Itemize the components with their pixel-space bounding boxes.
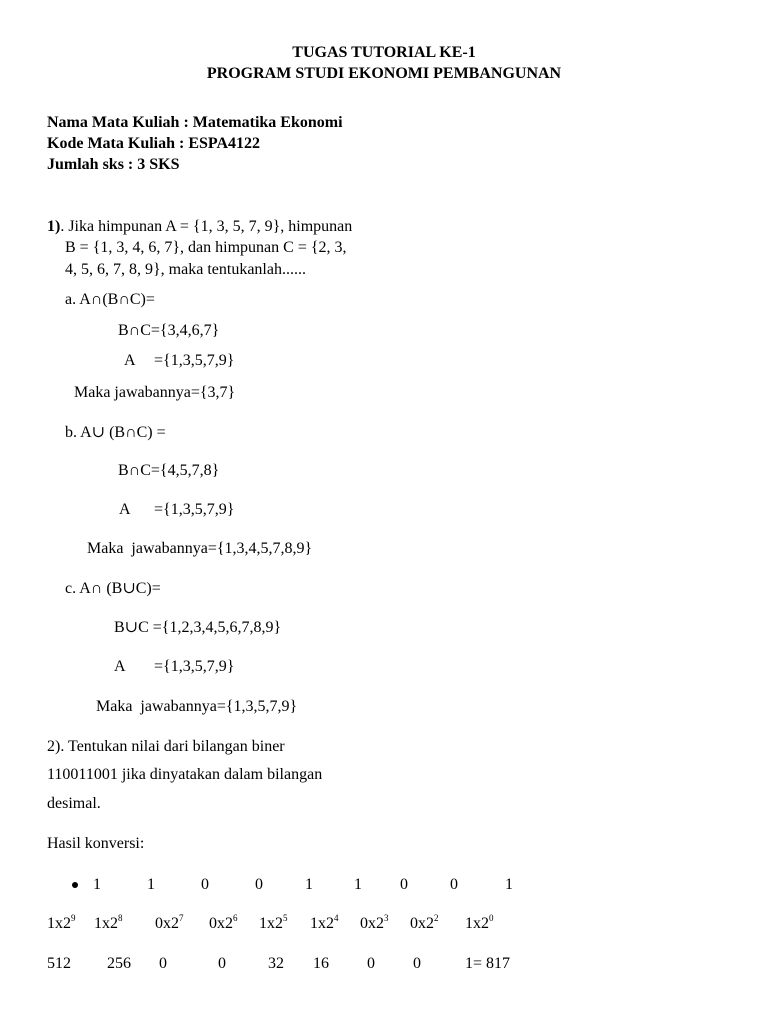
q1c-step-2-value: ={1,3,5,7,9} bbox=[154, 658, 235, 675]
binary-digit: 1 bbox=[354, 876, 362, 893]
decimal-value: 16 bbox=[313, 955, 329, 972]
decimal-value: 0 bbox=[218, 955, 226, 972]
power-term: $1x2^9$ bbox=[47, 913, 76, 932]
question-1-number: 1) bbox=[47, 218, 61, 235]
result-label: Hasil konversi: bbox=[47, 835, 145, 852]
q1a-step-2-value: ={1,3,5,7,9} bbox=[154, 352, 235, 369]
binary-digit: 0 bbox=[255, 876, 263, 893]
binary-digit: 1 bbox=[147, 876, 155, 893]
q1c-step-1: B∪C ={1,2,3,4,5,6,7,8,9} bbox=[114, 619, 282, 636]
decimal-value: 32 bbox=[268, 955, 284, 972]
q1a-step-2-label: A bbox=[124, 352, 136, 369]
power-term: $1x2^4$ bbox=[310, 913, 339, 932]
q1b-label: b. A∪ (B∩C) = bbox=[65, 424, 166, 441]
power-term: $0x2^2$ bbox=[410, 913, 439, 932]
q1b-step-1: B∩C={4,5,7,8} bbox=[118, 462, 220, 479]
decimal-value: 0 bbox=[367, 955, 375, 972]
question-1-line-2: B = {1, 3, 4, 6, 7}, dan himpunan C = {2, 3, bbox=[65, 239, 347, 256]
question-1-line-1: 1). Jika himpunan A = {1, 3, 5, 7, 9}, himpunan bbox=[47, 218, 353, 235]
q1c-step-2-label: A bbox=[114, 658, 126, 675]
binary-digit: 0 bbox=[201, 876, 209, 893]
q1a-answer: Maka jawabannya={3,7} bbox=[74, 384, 236, 401]
document-title: TUGAS TUTORIAL KE-1 bbox=[292, 44, 476, 61]
question-2-line-1: 2). Tentukan nilai dari bilangan biner bbox=[47, 738, 285, 755]
q1a-label: a. A∩(B∩C)= bbox=[65, 291, 155, 308]
binary-digit: 0 bbox=[400, 876, 408, 893]
power-term: $1x2^5$ bbox=[259, 913, 288, 932]
power-term: $0x2^3$ bbox=[360, 913, 389, 932]
binary-digit: 0 bbox=[450, 876, 458, 893]
q1a-step-1: B∩C={3,4,6,7} bbox=[118, 322, 220, 339]
q1b-answer: Maka jawabannya={1,3,4,5,7,8,9} bbox=[87, 540, 313, 557]
q1c-label: c. A∩ (B∪C)= bbox=[65, 580, 161, 597]
binary-digit: 1 bbox=[305, 876, 313, 893]
q1c-answer: Maka jawabannya={1,3,5,7,9} bbox=[96, 698, 298, 715]
decimal-value: 256 bbox=[107, 955, 131, 972]
decimal-total: 1= 817 bbox=[465, 955, 511, 972]
power-term: $0x2^7$ bbox=[155, 913, 184, 932]
decimal-value: 512 bbox=[47, 955, 71, 972]
question-1-line-3: 4, 5, 6, 7, 8, 9}, maka tentukanlah...... bbox=[65, 261, 306, 278]
q1b-step-2-value: ={1,3,5,7,9} bbox=[154, 501, 235, 518]
binary-digit: 1 bbox=[93, 876, 101, 893]
decimal-value: 0 bbox=[413, 955, 421, 972]
q1b-step-2-label: A bbox=[119, 501, 131, 518]
power-term: $1x2^8$ bbox=[94, 913, 123, 932]
question-2-line-3: desimal. bbox=[47, 795, 101, 812]
program-title: PROGRAM STUDI EKONOMI PEMBANGUNAN bbox=[206, 65, 562, 82]
binary-digit: 1 bbox=[505, 876, 513, 893]
power-term: $1x2^0$ bbox=[465, 913, 494, 932]
power-term: $0x2^6$ bbox=[209, 913, 238, 932]
decimal-value: 0 bbox=[159, 955, 167, 972]
bullet-icon bbox=[72, 882, 78, 888]
course-code: Kode Mata Kuliah : ESPA4122 bbox=[47, 135, 261, 152]
question-2-line-2: 110011001 jika dinyatakan dalam bilangan bbox=[47, 766, 323, 783]
course-name: Nama Mata Kuliah : Matematika Ekonomi bbox=[47, 114, 343, 131]
course-sks: Jumlah sks : 3 SKS bbox=[47, 156, 180, 173]
